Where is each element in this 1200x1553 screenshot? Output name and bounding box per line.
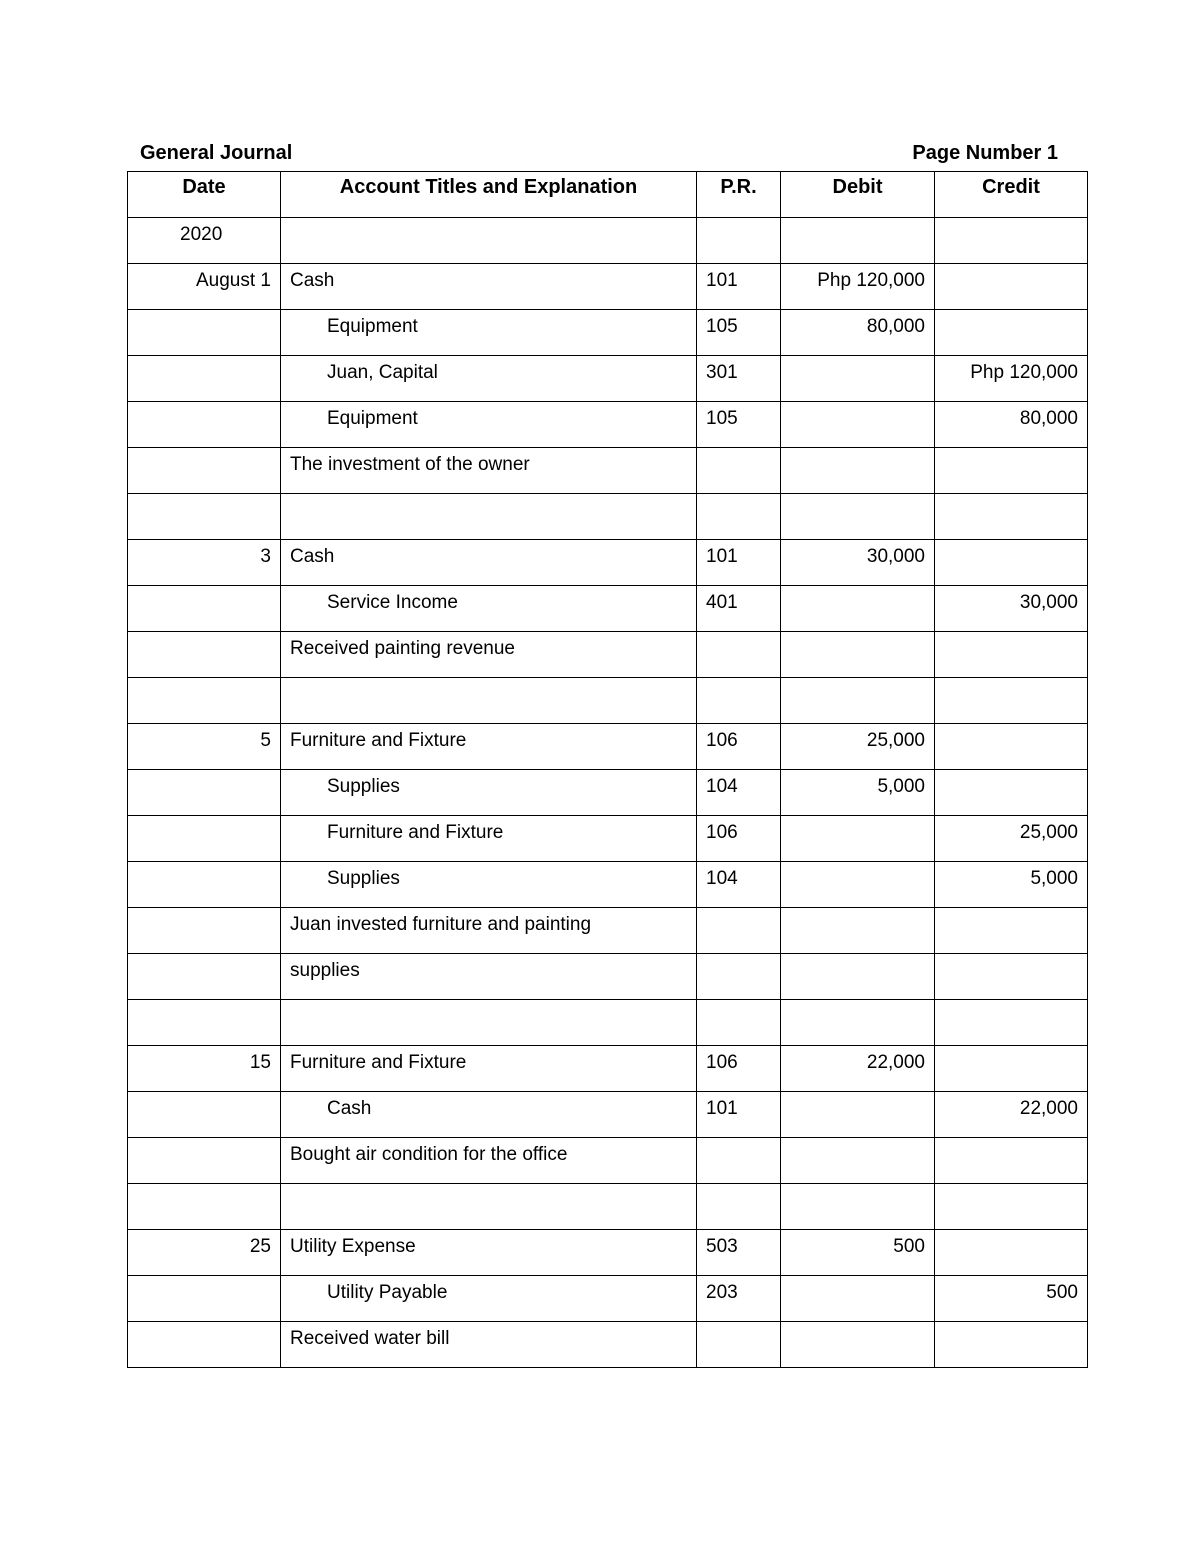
- table-row: [128, 540, 1088, 586]
- credit-cell: 500: [935, 1276, 1088, 1322]
- account-cell: Supplies: [281, 770, 697, 816]
- date-cell: [128, 1184, 281, 1230]
- pr-cell: [697, 1184, 781, 1230]
- credit-cell: [935, 1230, 1088, 1276]
- table-row: [128, 448, 1088, 494]
- credit-cell: [935, 1184, 1088, 1230]
- pr-cell: 503: [697, 1230, 781, 1276]
- date-cell: [128, 770, 281, 816]
- pr-cell: [697, 1138, 781, 1184]
- pr-cell: [697, 908, 781, 954]
- date-cell: [128, 678, 281, 724]
- explanation-cell: The investment of the owner: [281, 448, 697, 494]
- pr-cell: [697, 1322, 781, 1368]
- page-number: Page Number 1: [912, 142, 1058, 164]
- date-cell: [128, 448, 281, 494]
- table-row: [128, 1138, 1088, 1184]
- date-cell: [128, 1322, 281, 1368]
- debit-cell: [781, 218, 935, 264]
- account-cell: [281, 1184, 697, 1230]
- date-cell: [128, 586, 281, 632]
- debit-cell: [781, 494, 935, 540]
- date-cell: [128, 402, 281, 448]
- table-row: [128, 770, 1088, 816]
- explanation-cell: Received painting revenue: [281, 632, 697, 678]
- pr-cell: 105: [697, 310, 781, 356]
- column-header-account: Account Titles and Explanation: [281, 172, 697, 218]
- journal-title: General Journal: [140, 142, 293, 164]
- date-cell: [128, 862, 281, 908]
- table-row: [128, 724, 1088, 770]
- table-row: [128, 586, 1088, 632]
- debit-cell: 30,000: [781, 540, 935, 586]
- credit-cell: [935, 954, 1088, 1000]
- credit-cell: [935, 448, 1088, 494]
- debit-cell: [781, 1000, 935, 1046]
- account-cell: Utility Expense: [281, 1230, 697, 1276]
- date-cell: [128, 908, 281, 954]
- debit-cell: 80,000: [781, 310, 935, 356]
- credit-cell: [935, 724, 1088, 770]
- debit-cell: Php 120,000: [781, 264, 935, 310]
- account-cell: Equipment: [281, 402, 697, 448]
- table-row: [128, 264, 1088, 310]
- date-cell: [128, 494, 281, 540]
- debit-cell: [781, 356, 935, 402]
- pr-cell: 106: [697, 724, 781, 770]
- credit-cell: 5,000: [935, 862, 1088, 908]
- table-row: [128, 1322, 1088, 1368]
- debit-cell: [781, 1184, 935, 1230]
- credit-cell: [935, 678, 1088, 724]
- pr-cell: [697, 1000, 781, 1046]
- credit-cell: [935, 1138, 1088, 1184]
- credit-cell: [935, 310, 1088, 356]
- date-cell: 3: [128, 540, 281, 586]
- pr-cell: 203: [697, 1276, 781, 1322]
- debit-cell: 25,000: [781, 724, 935, 770]
- account-cell: Furniture and Fixture: [281, 1046, 697, 1092]
- account-cell: Cash: [281, 264, 697, 310]
- pr-cell: 106: [697, 816, 781, 862]
- debit-cell: 22,000: [781, 1046, 935, 1092]
- explanation-cell: supplies: [281, 954, 697, 1000]
- pr-cell: 104: [697, 862, 781, 908]
- debit-cell: [781, 678, 935, 724]
- date-cell: 15: [128, 1046, 281, 1092]
- table-row: [128, 402, 1088, 448]
- table-row: [128, 494, 1088, 540]
- pr-cell: 101: [697, 1092, 781, 1138]
- date-cell: August 1: [128, 264, 281, 310]
- debit-cell: [781, 954, 935, 1000]
- debit-cell: 5,000: [781, 770, 935, 816]
- date-cell: [128, 356, 281, 402]
- pr-cell: [697, 218, 781, 264]
- date-cell: [128, 1138, 281, 1184]
- account-cell: Equipment: [281, 310, 697, 356]
- pr-cell: [697, 494, 781, 540]
- account-cell: Cash: [281, 1092, 697, 1138]
- debit-cell: [781, 1276, 935, 1322]
- account-cell: [281, 678, 697, 724]
- pr-cell: 101: [697, 540, 781, 586]
- table-row: [128, 218, 1088, 264]
- pr-cell: 104: [697, 770, 781, 816]
- credit-cell: [935, 632, 1088, 678]
- credit-cell: 22,000: [935, 1092, 1088, 1138]
- table-row: [128, 954, 1088, 1000]
- date-cell: 5: [128, 724, 281, 770]
- date-cell: 2020: [128, 218, 281, 264]
- pr-cell: [697, 678, 781, 724]
- debit-cell: [781, 816, 935, 862]
- credit-cell: [935, 1322, 1088, 1368]
- credit-cell: [935, 908, 1088, 954]
- date-cell: [128, 1092, 281, 1138]
- account-cell: Cash: [281, 540, 697, 586]
- account-cell: Utility Payable: [281, 1276, 697, 1322]
- table-row: [128, 1276, 1088, 1322]
- pr-cell: 105: [697, 402, 781, 448]
- pr-cell: 301: [697, 356, 781, 402]
- date-cell: [128, 632, 281, 678]
- general-journal-table: [127, 171, 1088, 1368]
- pr-cell: 401: [697, 586, 781, 632]
- debit-cell: [781, 908, 935, 954]
- column-header-debit: Debit: [781, 172, 935, 218]
- table-row: [128, 1092, 1088, 1138]
- debit-cell: [781, 402, 935, 448]
- table-row: [128, 1184, 1088, 1230]
- column-header-pr: P.R.: [697, 172, 781, 218]
- credit-cell: [935, 218, 1088, 264]
- journal-header: [140, 142, 1058, 170]
- debit-cell: [781, 586, 935, 632]
- debit-cell: [781, 1138, 935, 1184]
- credit-cell: 30,000: [935, 586, 1088, 632]
- debit-cell: [781, 1092, 935, 1138]
- debit-cell: [781, 1322, 935, 1368]
- table-row: [128, 678, 1088, 724]
- date-cell: [128, 954, 281, 1000]
- explanation-cell: Juan invested furniture and painting: [281, 908, 697, 954]
- pr-cell: [697, 954, 781, 1000]
- account-cell: [281, 494, 697, 540]
- debit-cell: 500: [781, 1230, 935, 1276]
- pr-cell: [697, 632, 781, 678]
- date-cell: [128, 1000, 281, 1046]
- credit-cell: [935, 770, 1088, 816]
- pr-cell: 101: [697, 264, 781, 310]
- credit-cell: [935, 264, 1088, 310]
- account-cell: Furniture and Fixture: [281, 816, 697, 862]
- account-cell: [281, 1000, 697, 1046]
- pr-cell: 106: [697, 1046, 781, 1092]
- table-row: [128, 908, 1088, 954]
- date-cell: [128, 1276, 281, 1322]
- column-header-credit: Credit: [935, 172, 1088, 218]
- table-row: [128, 1046, 1088, 1092]
- explanation-cell: Bought air condition for the office: [281, 1138, 697, 1184]
- date-cell: [128, 310, 281, 356]
- credit-cell: [935, 494, 1088, 540]
- credit-cell: 80,000: [935, 402, 1088, 448]
- date-cell: [128, 816, 281, 862]
- account-cell: Supplies: [281, 862, 697, 908]
- pr-cell: [697, 448, 781, 494]
- table-row: [128, 862, 1088, 908]
- debit-cell: [781, 862, 935, 908]
- credit-cell: Php 120,000: [935, 356, 1088, 402]
- account-cell: Furniture and Fixture: [281, 724, 697, 770]
- table-row: [128, 1000, 1088, 1046]
- account-cell: Service Income: [281, 586, 697, 632]
- debit-cell: [781, 632, 935, 678]
- table-header-row: [128, 172, 1088, 218]
- explanation-cell: Received water bill: [281, 1322, 697, 1368]
- table-row: [128, 816, 1088, 862]
- account-cell: Juan, Capital: [281, 356, 697, 402]
- credit-cell: 25,000: [935, 816, 1088, 862]
- table-row: [128, 310, 1088, 356]
- credit-cell: [935, 1000, 1088, 1046]
- account-cell: [281, 218, 697, 264]
- table-row: [128, 356, 1088, 402]
- table-row: [128, 632, 1088, 678]
- column-header-date: Date: [128, 172, 281, 218]
- debit-cell: [781, 448, 935, 494]
- credit-cell: [935, 540, 1088, 586]
- table-row: [128, 1230, 1088, 1276]
- date-cell: 25: [128, 1230, 281, 1276]
- credit-cell: [935, 1046, 1088, 1092]
